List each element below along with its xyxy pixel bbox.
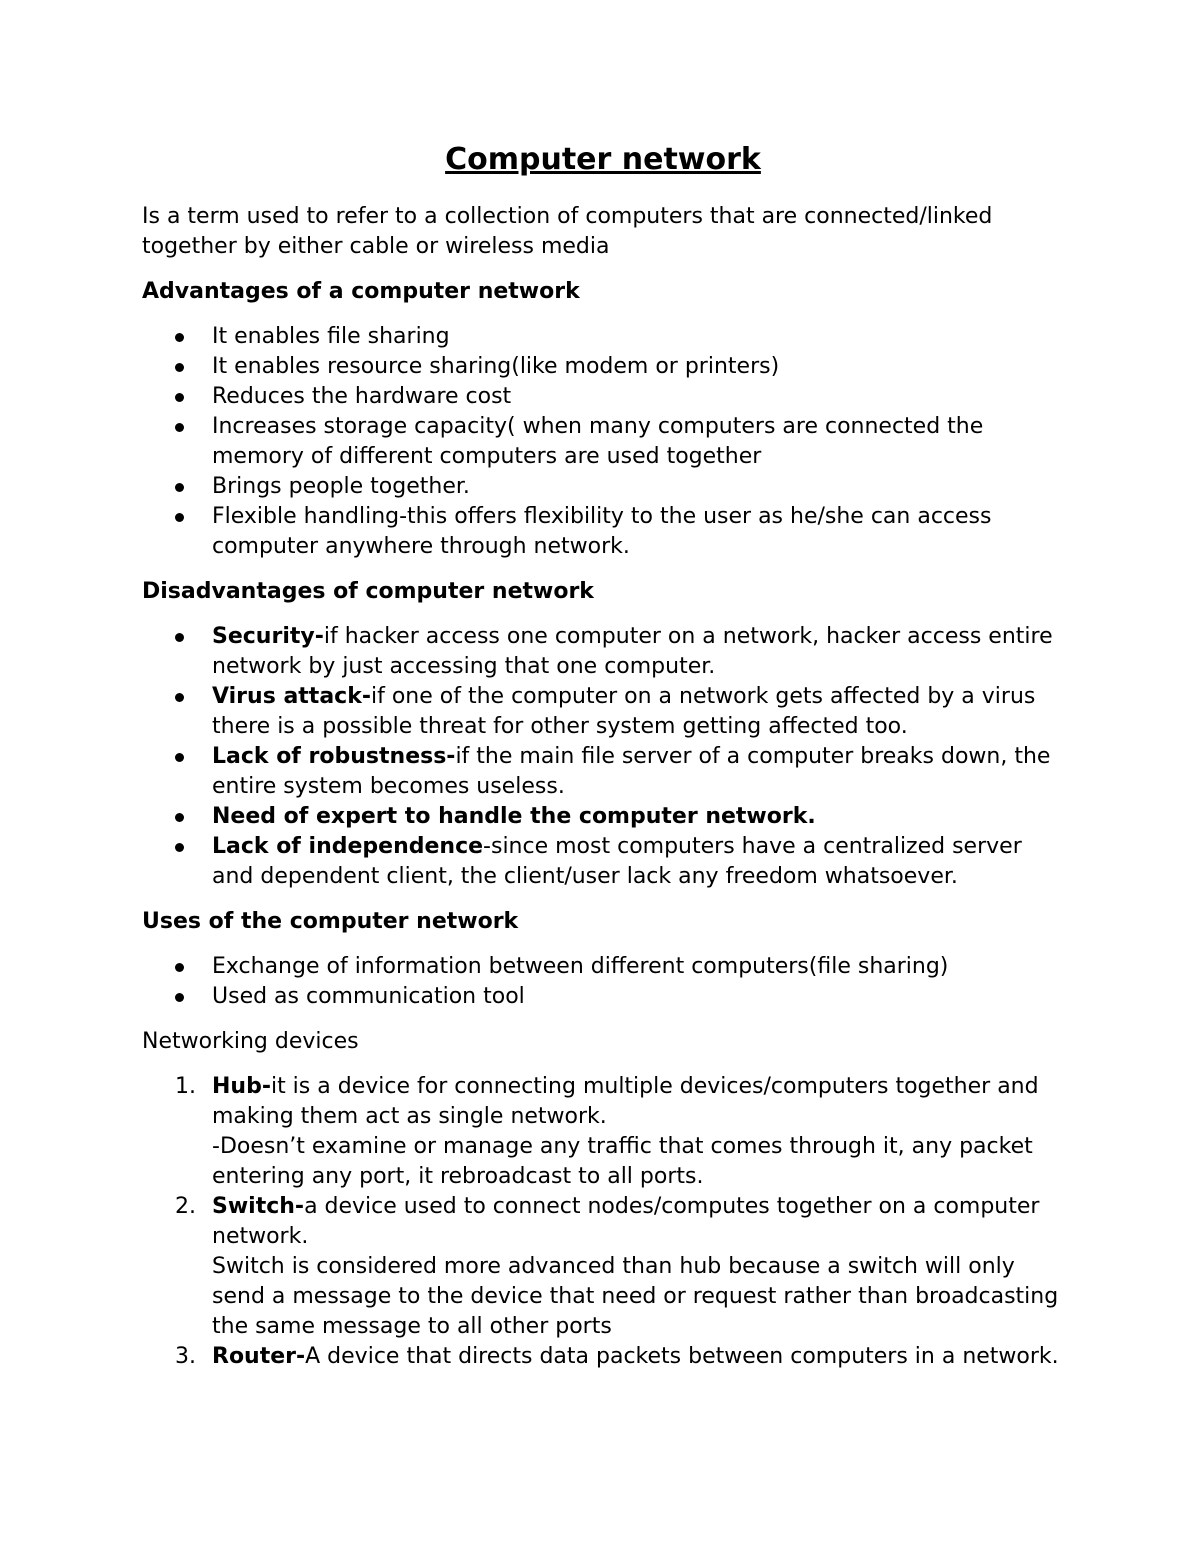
list-item-term: Security- [212, 624, 324, 649]
list-item [142, 412, 1062, 472]
list-item-term: Router- [212, 1344, 306, 1369]
list-item [142, 1192, 1062, 1342]
list-item-extra: -Doesn’t examine or manage any traffic that comes through it, any packet entering any port, it rebroadcast to all ports. [212, 1134, 1033, 1189]
bullet-icon [175, 993, 184, 1002]
list-item-term: Lack of robustness- [212, 744, 456, 769]
bullet-icon [175, 753, 184, 762]
bullet-icon [175, 513, 184, 522]
list-item-text: It enables resource sharing(like modem or printers) [212, 354, 780, 379]
uses-heading: Uses of the computer network [142, 909, 519, 934]
list-item-term: Need of expert to handle the computer network. [212, 804, 816, 829]
list-item-text: a device used to connect nodes/computes together on a computer network. [212, 1194, 1040, 1249]
disadvantages-heading: Disadvantages of computer network [142, 579, 594, 604]
list-item [142, 982, 1062, 1012]
list-item-term: Lack of independence [212, 834, 484, 859]
list-item [142, 1072, 1062, 1192]
bullet-icon [175, 813, 184, 822]
advantages-list [142, 322, 1062, 562]
list-item-number: 1. [175, 1074, 196, 1099]
advantages-heading: Advantages of a computer network [142, 279, 580, 304]
list-item-text: Flexible handling-this offers flexibility to the user as he/she can access computer anywhere through network. [212, 504, 992, 559]
list-item-text: A device that directs data packets between computers in a network. [305, 1344, 1059, 1369]
list-item-text: Increases storage capacity( when many computers are connected the memory of different computers are used together [212, 414, 984, 469]
list-item [142, 322, 1062, 352]
bullet-icon [175, 423, 184, 432]
devices-heading: Networking devices [142, 1029, 359, 1054]
list-item-term: Switch- [212, 1194, 305, 1219]
list-item-text: if hacker access one computer on a network, hacker access entire network by just accessing that one computer. [212, 624, 1053, 679]
uses-list [142, 952, 1062, 1012]
list-item-text: it is a device for connecting multiple devices/computers together and making them act as single network. [212, 1074, 1039, 1129]
bullet-icon [175, 483, 184, 492]
bullet-icon [175, 333, 184, 342]
disadvantages-list [142, 622, 1062, 892]
bullet-icon [175, 393, 184, 402]
intro-paragraph: Is a term used to refer to a collection of computers that are connected/linked together by either cable or wireless media [142, 204, 993, 259]
list-item-term: Virus attack- [212, 684, 371, 709]
list-item-extra: Switch is considered more advanced than hub because a switch will only send a message to the device that need or request rather than broadcasting the same message to all other ports [212, 1254, 1059, 1339]
bullet-icon [175, 963, 184, 972]
devices-list [142, 1072, 1062, 1372]
list-item-text: Used as communication tool [212, 984, 525, 1009]
list-item [142, 1342, 1062, 1372]
list-item [142, 382, 1062, 412]
list-item [142, 802, 1062, 832]
list-item [142, 472, 1062, 502]
bullet-icon [175, 363, 184, 372]
list-item [142, 952, 1062, 982]
list-item-text: It enables file sharing [212, 324, 450, 349]
list-item-text: if one of the computer on a network gets affected by a virus there is a possible threat for other system getting affected too. [212, 684, 1036, 739]
list-item [142, 352, 1062, 382]
list-item-text: -since most computers have a centralized server and dependent client, the client/user lack any freedom whatsoever. [212, 834, 1022, 889]
list-item-text: Reduces the hardware cost [212, 384, 512, 409]
list-item-text: Brings people together. [212, 474, 470, 499]
list-item [142, 832, 1062, 892]
list-item [142, 682, 1062, 742]
document-page [142, 140, 1062, 1372]
bullet-icon [175, 633, 184, 642]
list-item-number: 2. [175, 1194, 196, 1219]
document-title: Computer network [445, 142, 761, 177]
list-item-text: if the main file server of a computer breaks down, the entire system becomes useless. [212, 744, 1051, 799]
bullet-icon [175, 843, 184, 852]
list-item-number: 3. [175, 1344, 196, 1369]
list-item-term: Hub- [212, 1074, 271, 1099]
list-item [142, 622, 1062, 682]
list-item-text: Exchange of information between different computers(file sharing) [212, 954, 949, 979]
list-item [142, 742, 1062, 802]
list-item [142, 502, 1062, 562]
bullet-icon [175, 693, 184, 702]
